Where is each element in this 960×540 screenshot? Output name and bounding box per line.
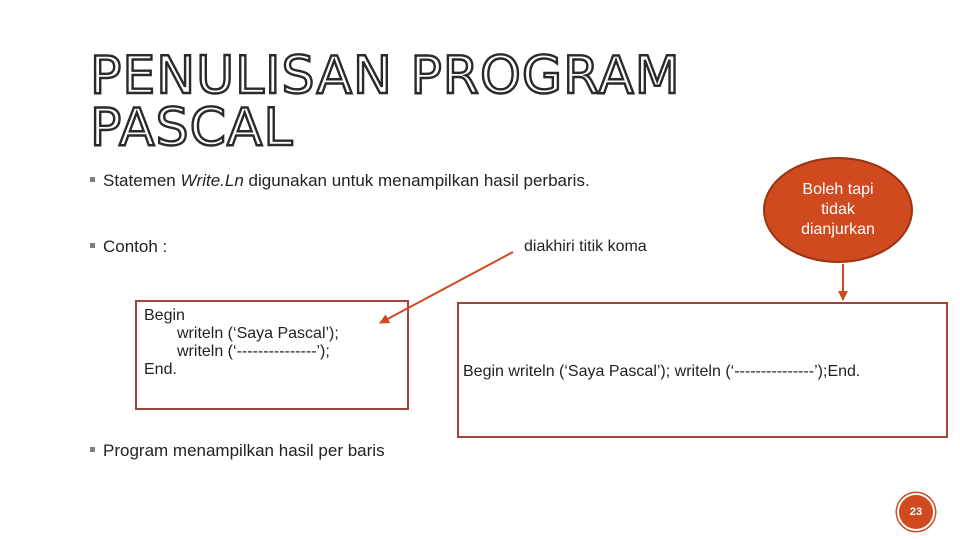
- bullet-prefix: Statemen: [103, 171, 181, 190]
- title-line-2: PASCAL: [90, 98, 294, 158]
- page-number: 23: [909, 506, 923, 518]
- bullet-program-output: [90, 441, 385, 461]
- note-text: Boleh tapi tidak dianjurkan: [801, 181, 875, 238]
- bullet-output-label: Program menampilkan hasil per baris: [103, 441, 385, 460]
- bullet-writeln-description: [90, 171, 590, 191]
- bullet-suffix: digunakan untuk menampilkan hasil perbaris.: [243, 171, 590, 190]
- slide-title: [90, 46, 681, 158]
- page-number-badge: [897, 493, 935, 531]
- single-line-code: Begin writeln (‘Saya Pascal’); writeln (‘---------------’);End.: [463, 363, 861, 380]
- code-example-box: [135, 300, 409, 410]
- semicolon-annotation: diakhiri titik koma: [524, 238, 647, 255]
- code-line: End.: [144, 361, 177, 378]
- bullet-keyword: Write.Ln: [180, 171, 244, 190]
- bullet-marker: [90, 243, 95, 248]
- code-line: writeln (‘---------------’);: [177, 343, 330, 360]
- note-callout: [763, 157, 913, 263]
- single-line-example-box: [457, 302, 948, 438]
- bullet-marker: [90, 447, 95, 452]
- title-line-1: PENULISAN PROGRAM: [90, 46, 681, 106]
- code-line: writeln (‘Saya Pascal’);: [177, 325, 339, 342]
- bullet-example: [90, 237, 167, 257]
- bullet-marker: [90, 177, 95, 182]
- code-line: Begin: [144, 307, 185, 324]
- bullet-example-label: Contoh :: [103, 237, 168, 256]
